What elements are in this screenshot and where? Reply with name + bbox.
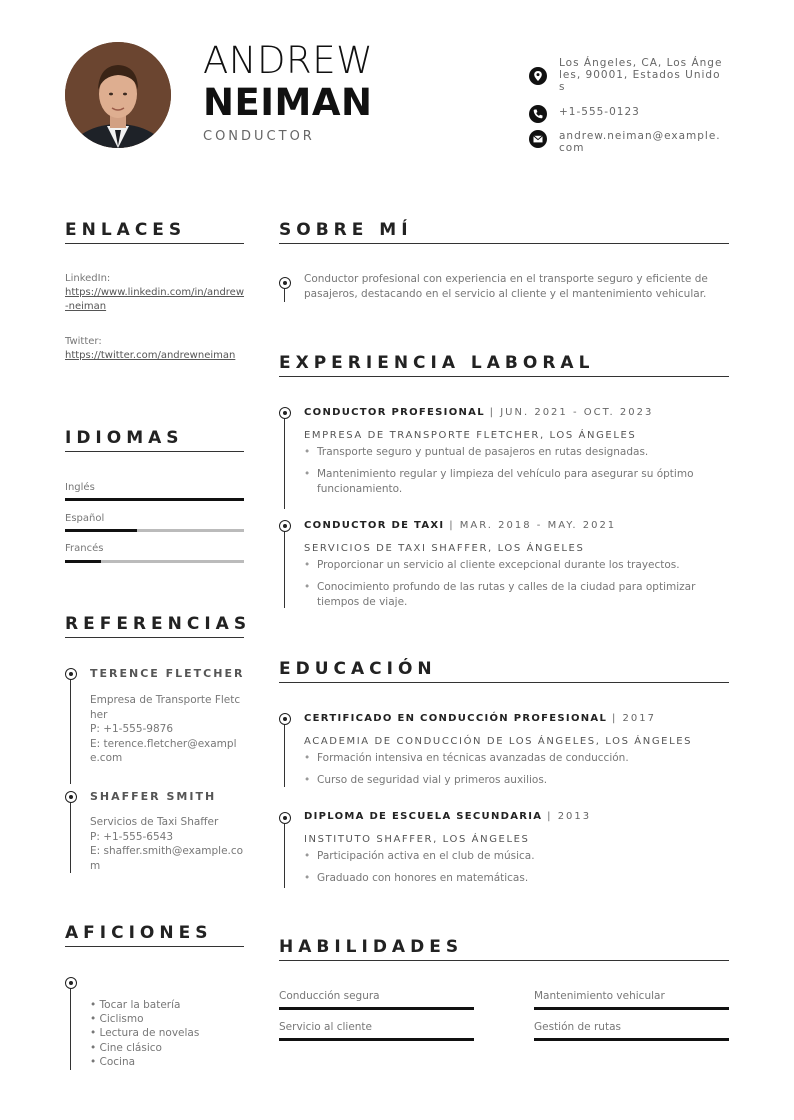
hobbies-heading: AFICIONES (65, 923, 213, 943)
job-bullets (304, 445, 724, 497)
about-rule (279, 243, 729, 244)
skill-name: Gestión de rutas (534, 1021, 621, 1033)
timeline-dot-icon (279, 407, 291, 419)
hobby-item: • Cocina (90, 1055, 136, 1068)
timeline-dot-icon (279, 277, 291, 289)
language-level-fill (65, 560, 101, 563)
phone-icon (529, 105, 547, 123)
reference-details (90, 693, 245, 766)
timeline-dot-icon (279, 812, 291, 824)
timeline-dot-icon (279, 713, 291, 725)
job-bullet: • Mantenimiento regular y limpieza del vehículo para asegurar su óptimo funcionamiento. (304, 467, 724, 497)
timeline-line (284, 818, 285, 888)
skill-name: Servicio al cliente (279, 1021, 373, 1033)
timeline-line (284, 526, 285, 608)
language-level-bar (65, 560, 244, 563)
timeline-dot-icon (279, 520, 291, 532)
skill-level-fill (534, 1038, 729, 1041)
first-name: ANDREW (203, 39, 374, 82)
job-title-text: CONDUCTOR DE TAXI (304, 520, 445, 531)
education-title (304, 811, 591, 822)
links-rule (65, 243, 244, 244)
language-level-fill (65, 498, 244, 501)
timeline-dot-icon (65, 791, 77, 803)
timeline-dot-icon (65, 977, 77, 989)
email-icon (529, 130, 547, 148)
job-bullet: • Transporte seguro y puntual de pasajeros en rutas designadas. (304, 445, 724, 460)
education-bullets (304, 849, 724, 886)
reference-company: Empresa de Transporte Fletcher (90, 694, 241, 721)
references-heading: REFERENCIAS (65, 614, 252, 634)
job-title (304, 407, 653, 418)
language-name: Español (65, 513, 105, 524)
education-rule (279, 682, 729, 683)
links-heading: ENLACES (65, 220, 187, 240)
education-bullet: • Formación intensiva en técnicas avanzadas de conducción. (304, 751, 724, 766)
job-bullet: • Proporcionar un servicio al cliente excepcional durante los trayectos. (304, 558, 724, 573)
timeline-dot-icon (65, 668, 77, 680)
timeline-line (284, 719, 285, 787)
skills-rule (279, 960, 729, 961)
language-name: Francés (65, 543, 104, 554)
education-title-text: DIPLOMA DE ESCUELA SECUNDARIA (304, 811, 543, 822)
reference-phone: P: +1-555-9876 (90, 723, 174, 735)
contact-address: Los Ángeles, CA, Los Ángeles, 90001, Estados Unidos (559, 57, 723, 93)
timeline-line (70, 674, 71, 784)
skill-name: Conducción segura (279, 990, 380, 1002)
education-date: | 2013 (547, 811, 592, 822)
skills-heading: HABILIDADES (279, 937, 464, 957)
language-level-bar (65, 498, 244, 501)
job-company: SERVICIOS DE TAXI SHAFFER, LOS ÁNGELES (304, 543, 585, 554)
link-item-linkedin (65, 272, 245, 314)
skill-level-bar (534, 1007, 729, 1010)
languages-heading: IDIOMAS (65, 428, 184, 448)
education-institution: ACADEMIA DE CONDUCCIÓN DE LOS ÁNGELES, LOS ÁNGELES (304, 736, 693, 747)
job-role: CONDUCTOR (203, 129, 315, 144)
link-item-twitter (65, 335, 245, 363)
references-rule (65, 637, 244, 638)
link-label: LinkedIn: (65, 273, 111, 284)
reference-details (90, 815, 245, 873)
hobby-item: • Lectura de novelas (90, 1027, 200, 1040)
timeline-line (70, 984, 71, 1070)
experience-heading: EXPERIENCIA LABORAL (279, 353, 595, 373)
link-label: Twitter: (65, 336, 102, 347)
education-title-text: CERTIFICADO EN CONDUCCIÓN PROFESIONAL (304, 713, 608, 724)
job-bullets (304, 558, 724, 610)
timeline-line (284, 413, 285, 509)
twitter-link[interactable]: https://twitter.com/andrewneiman (65, 350, 236, 361)
reference-email: E: terence.fletcher@example.com (90, 737, 237, 764)
timeline-line (70, 797, 71, 873)
job-date: | MAR. 2018 - MAY. 2021 (449, 520, 617, 531)
hobby-item: • Ciclismo (90, 1013, 144, 1026)
skill-level-bar (279, 1038, 474, 1041)
last-name: NEIMAN (203, 81, 373, 124)
job-bullet: • Conocimiento profundo de las rutas y calles de la ciudad para optimizar tiempos de viaje. (304, 580, 724, 610)
hobby-item: • Tocar la batería (90, 999, 181, 1011)
profile-photo (65, 42, 171, 148)
education-bullet: • Curso de seguridad vial y primeros auxilios. (304, 773, 724, 788)
hobbies-list (90, 998, 245, 1069)
skill-level-bar (279, 1007, 474, 1010)
linkedin-link[interactable]: https://www.linkedin.com/in/andrew-neiman (65, 287, 245, 312)
reference-name: SHAFFER SMITH (90, 790, 217, 803)
reference-phone: P: +1-555-6543 (90, 830, 174, 843)
location-pin-icon (529, 67, 547, 85)
education-heading: EDUCACIÓN (279, 659, 437, 679)
skill-level-fill (279, 1038, 474, 1041)
contact-phone: +1-555-0123 (559, 106, 640, 118)
experience-rule (279, 376, 729, 377)
education-bullets (304, 751, 724, 788)
about-heading: SOBRE MÍ (279, 220, 413, 240)
job-title (304, 520, 616, 531)
job-date: | JUN. 2021 - OCT. 2023 (489, 407, 654, 418)
hobby-item: • Cine clásico (90, 1041, 162, 1054)
education-bullet: • Participación activa en el club de música. (304, 849, 724, 864)
skill-name: Mantenimiento vehicular (534, 990, 665, 1002)
skill-level-fill (279, 1007, 474, 1010)
language-name: Inglés (65, 482, 95, 493)
education-institution: INSTITUTO SHAFFER, LOS ÁNGELES (304, 834, 530, 845)
education-title (304, 713, 656, 724)
about-text: Conductor profesional con experiencia en el transporte seguro y eficiente de pasajeros, destacando en el servicio al cliente y el mantenimiento vehicular. (304, 273, 708, 300)
job-company: EMPRESA DE TRANSPORTE FLETCHER, LOS ÁNGELES (304, 430, 637, 441)
skill-level-bar (534, 1038, 729, 1041)
education-bullet: • Graduado con honores en matemáticas. (304, 871, 724, 886)
language-level-fill (65, 529, 137, 532)
skill-level-fill (534, 1007, 729, 1010)
hobbies-rule (65, 946, 244, 947)
reference-company: Servicios de Taxi Shaffer (90, 816, 219, 828)
reference-email: E: shaffer.smith@example.com (90, 845, 244, 872)
languages-rule (65, 451, 244, 452)
education-date: | 2017 (611, 713, 656, 724)
reference-name: TERENCE FLETCHER (90, 667, 245, 680)
contact-email: andrew.neiman@example.com (559, 130, 721, 154)
language-level-bar (65, 529, 244, 532)
job-title-text: CONDUCTOR PROFESIONAL (304, 407, 485, 418)
